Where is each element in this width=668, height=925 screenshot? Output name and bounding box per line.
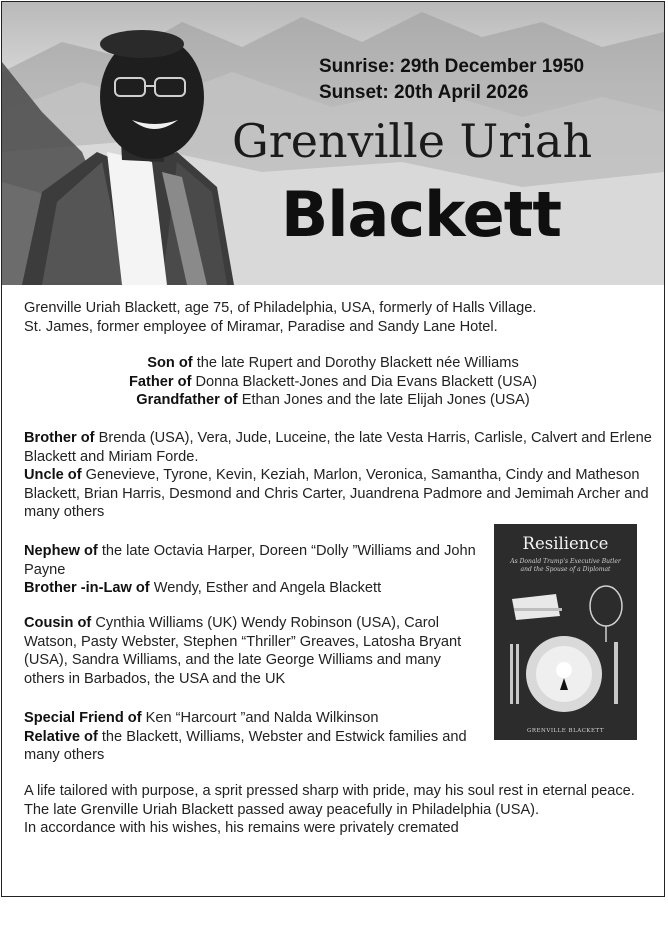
son-of-line (2, 354, 664, 373)
closing-line: In accordance with his wishes, his remains were privately cremated (24, 820, 459, 837)
intro-line: St. James, former employee of Miramar, Paradise and Sandy Lane Hotel. (24, 318, 498, 335)
nephew-of-paragraph (24, 542, 484, 579)
grandfather-text: Ethan Jones and the late Elijah Jones (USA) (237, 392, 530, 409)
cousin-of-paragraph (24, 614, 484, 688)
father-label: Father of (129, 373, 192, 390)
immediate-family (2, 354, 664, 410)
brother-in-law-paragraph (24, 579, 484, 598)
son-text: the late Rupert and Dorothy Blackett née Williams (192, 355, 519, 371)
life-dates (319, 54, 584, 106)
sunrise-date: Sunrise: 29th December 1950 (319, 56, 585, 77)
portrait-photo (2, 2, 242, 285)
brother-in-law-text: Wendy, Esther and Angela Blackett (149, 580, 382, 597)
brother-text: Brenda (USA), Vera, Jude, Luceine, the late Vesta Harris, Carlisle, Calvert and Erlene Blackett and Miriam Forde. (24, 430, 652, 465)
surname: Blackett (281, 178, 561, 251)
friend-label: Special Friend of (24, 710, 142, 726)
obituary-notice (1, 1, 665, 897)
first-names: Grenville Uriah (232, 114, 593, 168)
sunset-date: Sunset: 20th April 2026 (319, 82, 529, 103)
special-friend-paragraph (24, 709, 484, 728)
father-of-line (2, 373, 664, 392)
book-title: Resilience (522, 534, 609, 553)
friend-text: Ken “Harcourt ”and Nalda Wilkinson (141, 710, 379, 726)
father-text: Donna Blackett-Jones and Dia Evans Blackett (USA) (191, 373, 537, 390)
cousin-text: Cynthia Williams (UK) Wendy Robinson (USA), Carol Watson, Pasty Webster, Stephen “Thriller” Greaves, Latosha Bryant (USA), Sandra Williams, and the late George Williams and many others in Barbados, the USA and the UK (24, 615, 462, 687)
nephew-label: Nephew of (24, 543, 98, 559)
grandfather-label: Grandfather of (136, 392, 238, 409)
siblings-and-nieces (24, 429, 654, 522)
closing-line: The late Grenville Uriah Blackett passed away peacefully in Philadelphia (USA). (24, 801, 540, 818)
closing-line: A life tailored with purpose, a sprit pressed sharp with pride, may his soul rest in eternal peace. (24, 783, 635, 799)
intro-line: Grenville Uriah Blackett, age 75, of Philadelphia, USA, formerly of Halls Village. (24, 300, 537, 316)
uncle-of-paragraph (24, 466, 654, 522)
son-label: Son of (147, 355, 193, 371)
brother-in-law-label: Brother -in-Law of (24, 580, 150, 597)
closing-paragraph (24, 782, 644, 838)
book-cover (494, 524, 637, 740)
brother-of-paragraph (24, 429, 654, 466)
uncle-text: Genevieve, Tyrone, Kevin, Keziah, Marlon, Veronica, Samantha, Cindy and Matheson Blackett, Brian Harris, Desmond and Chris Carter, Juandrena Padmore and Jemimah Archer and many others (24, 467, 649, 521)
cousin-label: Cousin of (24, 615, 92, 631)
relative-label: Relative of (24, 728, 98, 745)
relative-text: the Blackett, Williams, Webster and Estwick families and many others (24, 728, 467, 764)
nephew-text: the late Octavia Harper, Doreen “Dolly ”Williams and John Payne (24, 543, 476, 578)
grandfather-of-line (2, 391, 664, 410)
header-banner (2, 2, 664, 285)
book-author: GRENVILLE BLACKETT (526, 728, 604, 734)
intro-paragraph (24, 299, 624, 336)
nephew-and-in-laws (24, 542, 484, 598)
relative-of-paragraph (24, 728, 484, 765)
uncle-label: Uncle of (24, 467, 82, 484)
brother-label: Brother of (24, 430, 95, 446)
place-setting-illustration (494, 524, 637, 740)
book-subtitle: As Donald Trump's Executive Butler and the Spouse of a Diplomat (510, 558, 621, 573)
friends-and-relatives (24, 709, 484, 765)
